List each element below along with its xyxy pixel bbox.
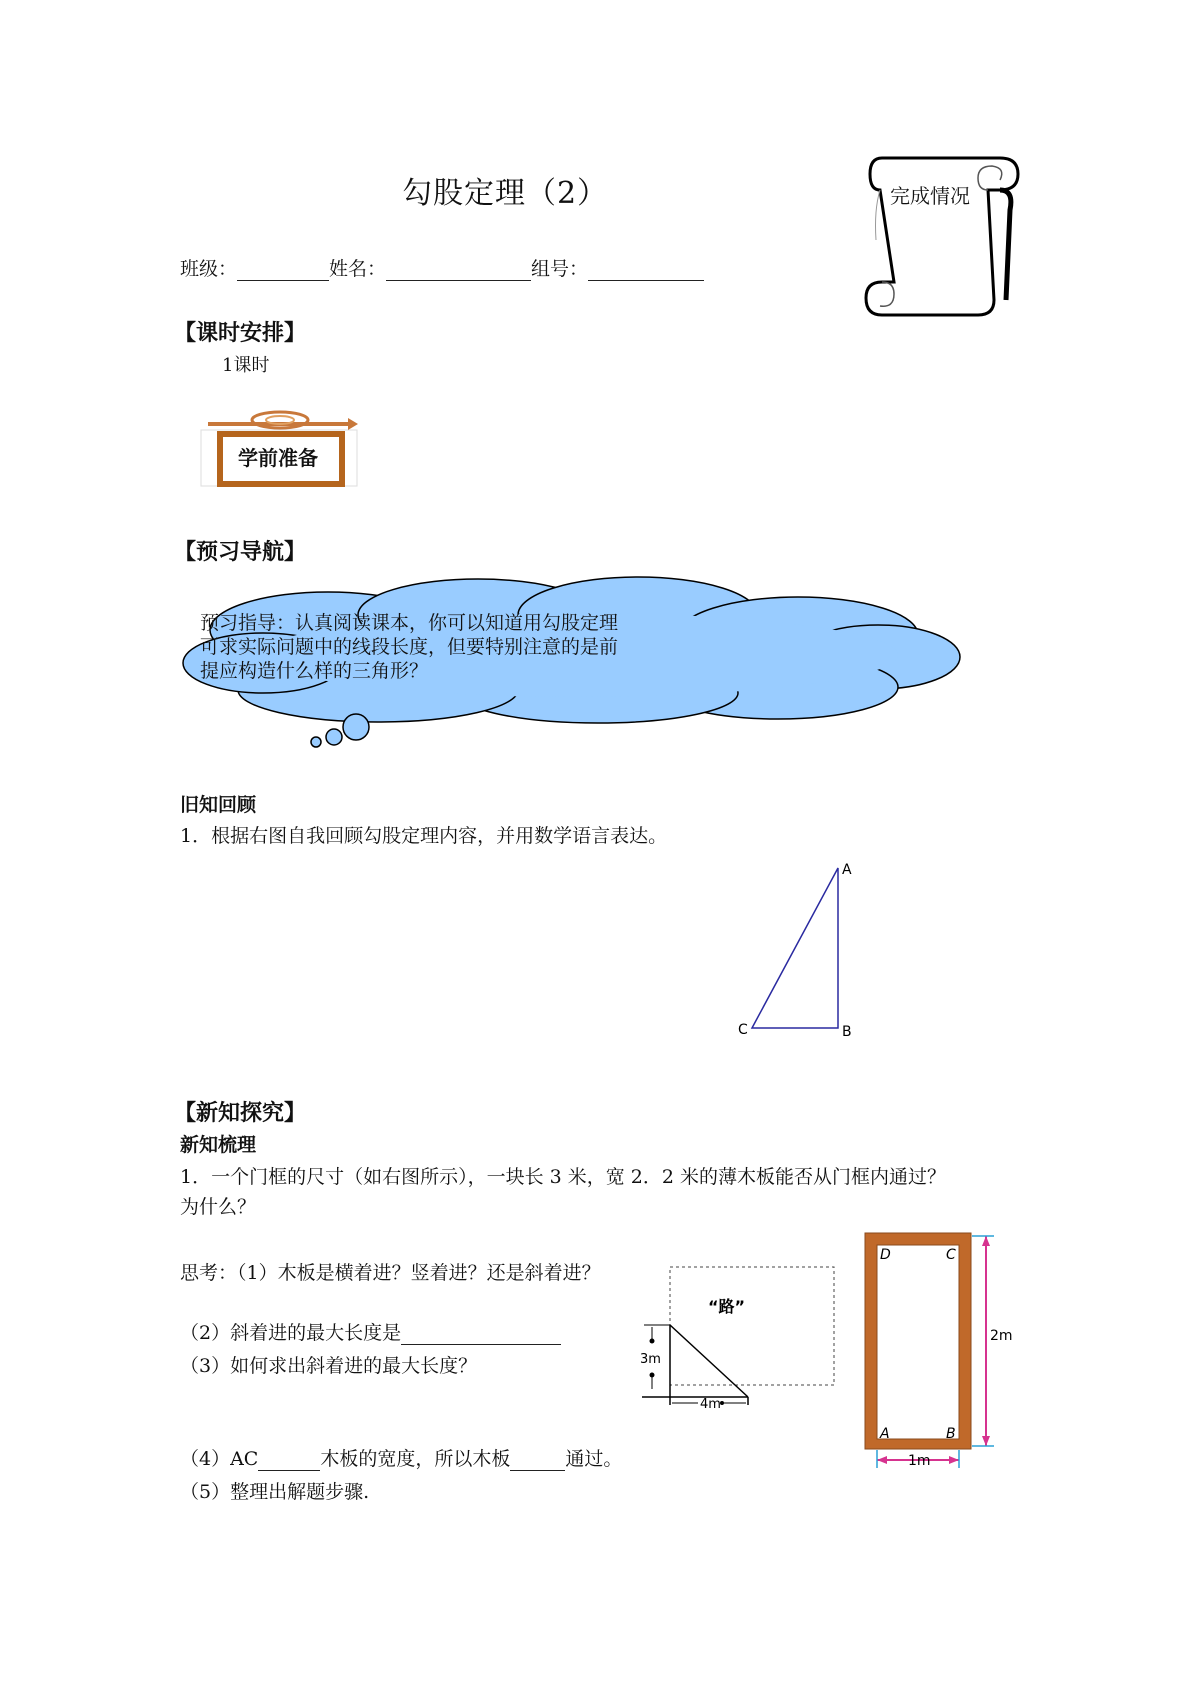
guide-line: 提应构造什么样的三角形？ (200, 660, 429, 682)
schedule-value: 1课时 (222, 355, 270, 376)
vertex-a-label: A (842, 862, 852, 878)
prep-banner (200, 408, 360, 488)
explore-question-line2: 为什么？ (180, 1196, 257, 1218)
think-2 (180, 1318, 561, 1345)
corner-a-label: A (880, 1426, 890, 1442)
scroll-icon (860, 150, 1030, 320)
door-width-label: 1m (908, 1453, 931, 1469)
review-heading: 旧知回顾 (180, 794, 257, 816)
compare-blank[interactable] (258, 1450, 320, 1471)
road-figure (636, 1265, 836, 1412)
think-4-mid: 木板的宽度，所以木板 (320, 1448, 511, 1470)
think-2-text: （2）斜着进的最大长度是 (180, 1322, 402, 1344)
right-triangle-figure (730, 860, 850, 1040)
explore-question-line1: 1．一个门框的尺寸（如右图所示），一块长 3 米，宽 2．2 米的薄木板能否从门框内通过？ (180, 1166, 947, 1188)
explore-subheading: 新知梳理 (180, 1134, 257, 1156)
guide-line: 预习指导：认真阅读课本，你可以知道用勾股定理 (200, 612, 619, 634)
think-4-end: 通过。 (565, 1448, 623, 1470)
review-question: 1．根据右图自我回顾勾股定理内容，并用数学语言表达。 (180, 825, 668, 847)
think-4 (180, 1444, 622, 1471)
name-label: 姓名： (329, 258, 387, 280)
schedule-heading: 【课时安排】 (174, 321, 307, 346)
think-3: （3）如何求出斜着进的最大长度？ (180, 1355, 478, 1377)
group-blank[interactable] (588, 260, 704, 281)
prep-banner-label: 学前准备 (238, 446, 318, 470)
guide-line: 可求实际问题中的线段长度，但要特别注意的是前 (200, 636, 619, 658)
name-blank[interactable] (386, 260, 531, 281)
corner-c-label: C (946, 1247, 956, 1263)
think-1: 思考：（1）木板是横着进？竖着进？还是斜着进？ (180, 1262, 601, 1284)
header-fields (180, 254, 704, 281)
class-blank[interactable] (237, 260, 329, 281)
class-label: 班级： (180, 258, 238, 280)
corner-b-label: B (946, 1426, 956, 1442)
preview-heading: 【预习导航】 (174, 540, 307, 565)
can-pass-blank[interactable] (510, 1450, 565, 1471)
completion-scroll (860, 150, 1030, 320)
vertex-b-label: B (842, 1024, 852, 1040)
think-4-ac: （4）AC (180, 1448, 259, 1470)
height-3m-label: 3m (640, 1352, 661, 1367)
page-title: 勾股定理（2） (401, 176, 609, 211)
road-label: “路” (708, 1297, 746, 1316)
width-4m-label: 4m (700, 1397, 721, 1412)
right-triangle-icon (730, 860, 850, 1040)
road-diagram-icon (636, 1265, 836, 1412)
door-frame-figure (860, 1228, 1020, 1473)
door-frame-icon (860, 1228, 1020, 1473)
max-length-blank[interactable] (401, 1324, 561, 1345)
group-label: 组号： (531, 258, 589, 280)
think-5: （5）整理出解题步骤. (180, 1481, 370, 1503)
corner-d-label: D (880, 1247, 891, 1263)
completion-label: 完成情况 (890, 184, 970, 208)
explore-heading: 【新知探究】 (174, 1101, 307, 1126)
preview-cloud (178, 575, 960, 750)
door-height-label: 2m (990, 1328, 1013, 1344)
vertex-c-label: C (738, 1022, 748, 1038)
preview-guide-text (200, 611, 690, 683)
